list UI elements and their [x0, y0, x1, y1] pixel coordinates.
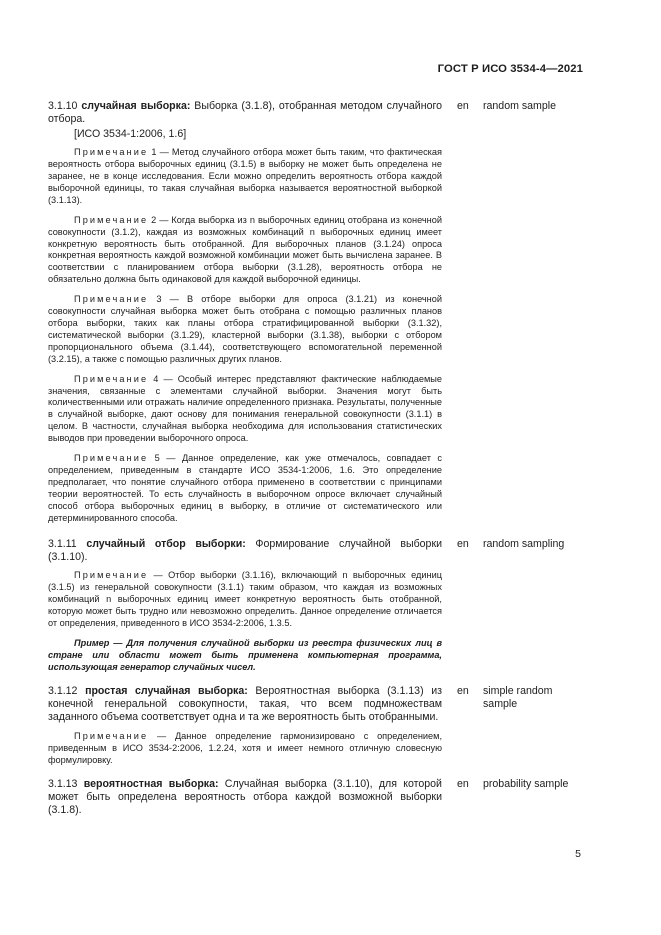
note	[48, 731, 442, 767]
note-text: 2 — Когда выборка из n выборочных единиц отобрана из конечной совокупности (3.1.2), каждая из возможных комбинаций n выборочных единиц имеет конкретную вероятность быть отобранной. Для выборочных планов (3.1.24) опроса конкретная вероятность каждой возможной комбинации может быть вычислена заранее. В соответствии с планированием отбора выборки (3.1.28), вероятность отбора не обязательно должна быть одинаковой для каждой выборочной единицы.	[48, 214, 442, 285]
term-source: [ИСО 3534-1:2006, 1.6]	[74, 127, 187, 140]
term-line	[48, 778, 442, 818]
note-label: Примечание	[74, 214, 149, 225]
term-definition: Формирование случайной выборки (3.1.10).	[48, 537, 442, 563]
example-text: Пример — Для получения случайной выборки из реестра физических лиц в стране или области может быть применена компьютерная программа, использующая генератор случайных чисел.	[48, 637, 442, 672]
note	[48, 147, 442, 207]
term-line	[48, 100, 442, 127]
note-label: Примечание	[74, 373, 149, 384]
term-name: случайный отбор выборки:	[86, 537, 246, 550]
page-content	[48, 100, 582, 829]
term-entry	[48, 685, 582, 767]
note-label: Примечание	[74, 453, 149, 464]
note-text: — Данное определение гармонизировано с определением, приведенным в ИСО 3534-2:2006, 1.2.24, хотя и имеет немного отличную словесную формулировку.	[48, 730, 442, 765]
note	[48, 374, 442, 445]
note-text: 5 — Данное определение, как уже отмечалось, совпадает с определением, приведенным в стандарте ИСО 3534-1:2006, 1.6. Это определение предполагает, что понятие случайного отбора применено в соответствии с принципами теории вероятностей. То есть случайность в выборочном опросе включает случайный способ отбора выборочных единиц в выборку, в отличие от систематического или детерминированного способа.	[48, 453, 442, 523]
term-line	[48, 538, 442, 565]
term-name: случайная выборка:	[81, 100, 191, 112]
language-code: en	[457, 537, 469, 550]
term-entry	[48, 778, 582, 818]
english-term: probability sample	[483, 777, 569, 790]
english-term: random sampling	[483, 537, 565, 550]
term-definition: Выборка (3.1.8), отобранная методом случайного отбора.	[48, 100, 442, 126]
note	[48, 570, 442, 630]
term-line	[48, 685, 442, 725]
term-entry	[48, 538, 582, 674]
english-term: random sample	[483, 100, 557, 112]
term-entry	[48, 100, 582, 525]
term-name: вероятностная выборка:	[83, 777, 219, 790]
note-text: 3 — В отборе выборки для опроса (3.1.21) из конечной совокупности случайная выборка может быть отобрана с помощью различных планов отбора выборки, таких как планы отбора стратифицированной выборки (3.1.32), систематической выборки (3.1.29), кластерной выборки (3.1.38), выборки с отбором пропорционального объема (3.1.44), соответствующего вспомогательной переменной (3.2.15), а также с помощью различных других планов.	[48, 294, 442, 364]
term-name: простая случайная выборка:	[85, 684, 248, 697]
term-number: 3.1.13	[48, 777, 78, 790]
term-number: 3.1.10	[48, 100, 78, 112]
note	[48, 215, 442, 286]
note-label: Примечание	[74, 147, 149, 158]
language-code: en	[457, 684, 469, 697]
term-definition: Случайная выборка (3.1.10), для которой может быть определена вероятность отбора каждой возможной выборки (3.1.8).	[48, 777, 442, 817]
note-text: — Отбор выборки (3.1.16), включающий n выборочных единиц (3.1.5) из генеральной совокупности (3.1.1) таким образом, что каждая из возможных комбинаций n выборочных единиц имеет конкретную вероятность быть отобранной, которую может быть трудно или невозможно определить. Данное определение отличается от определения, приведенного в ИСО 3534-2:2006, 1.3.5.	[48, 570, 442, 628]
note-label: Примечание	[74, 294, 149, 305]
note-label: Примечание	[74, 730, 149, 741]
document-header: ГОСТ Р ИСО 3534-4—2021	[437, 63, 583, 75]
language-code: en	[457, 100, 469, 112]
term-definition: Вероятностная выборка (3.1.13) из конечной генеральной совокупности, такая, что всем подмножествам заданного объема соответствует одна и та же вероятность быть отобранными.	[48, 684, 442, 724]
english-term: simple random sample	[483, 684, 553, 710]
note	[48, 294, 442, 365]
page-number: 5	[575, 848, 581, 860]
note-text: 4 — Особый интерес представляют фактические наблюдаемые значения, связанные с элементами случайной выборки. Значения могут быть количественными или отражать наличие определенного признака. Результаты, полученные в случайной выборке, дают основу для понимания генеральной совокупности (3.1.1) в целом. В частности, случайная выборка необходима для использования статистических выводов при проведении выборочного опроса.	[48, 373, 442, 444]
note	[48, 453, 442, 524]
term-number: 3.1.11	[48, 537, 77, 550]
note-text: 1 — Метод случайного отбора может быть таким, что фактическая вероятность отбора выборочных единиц (3.1.5) в выборку не может быть определена не заранее, не в конце исследования. Если можно определить вероятность отбора каждой выборочной единицы, то такая случайная выборка называется вероятностной выборкой (3.1.13).	[48, 147, 442, 205]
note-label: Примечание	[74, 570, 149, 581]
language-code: en	[457, 777, 469, 790]
term-number: 3.1.12	[48, 684, 78, 697]
